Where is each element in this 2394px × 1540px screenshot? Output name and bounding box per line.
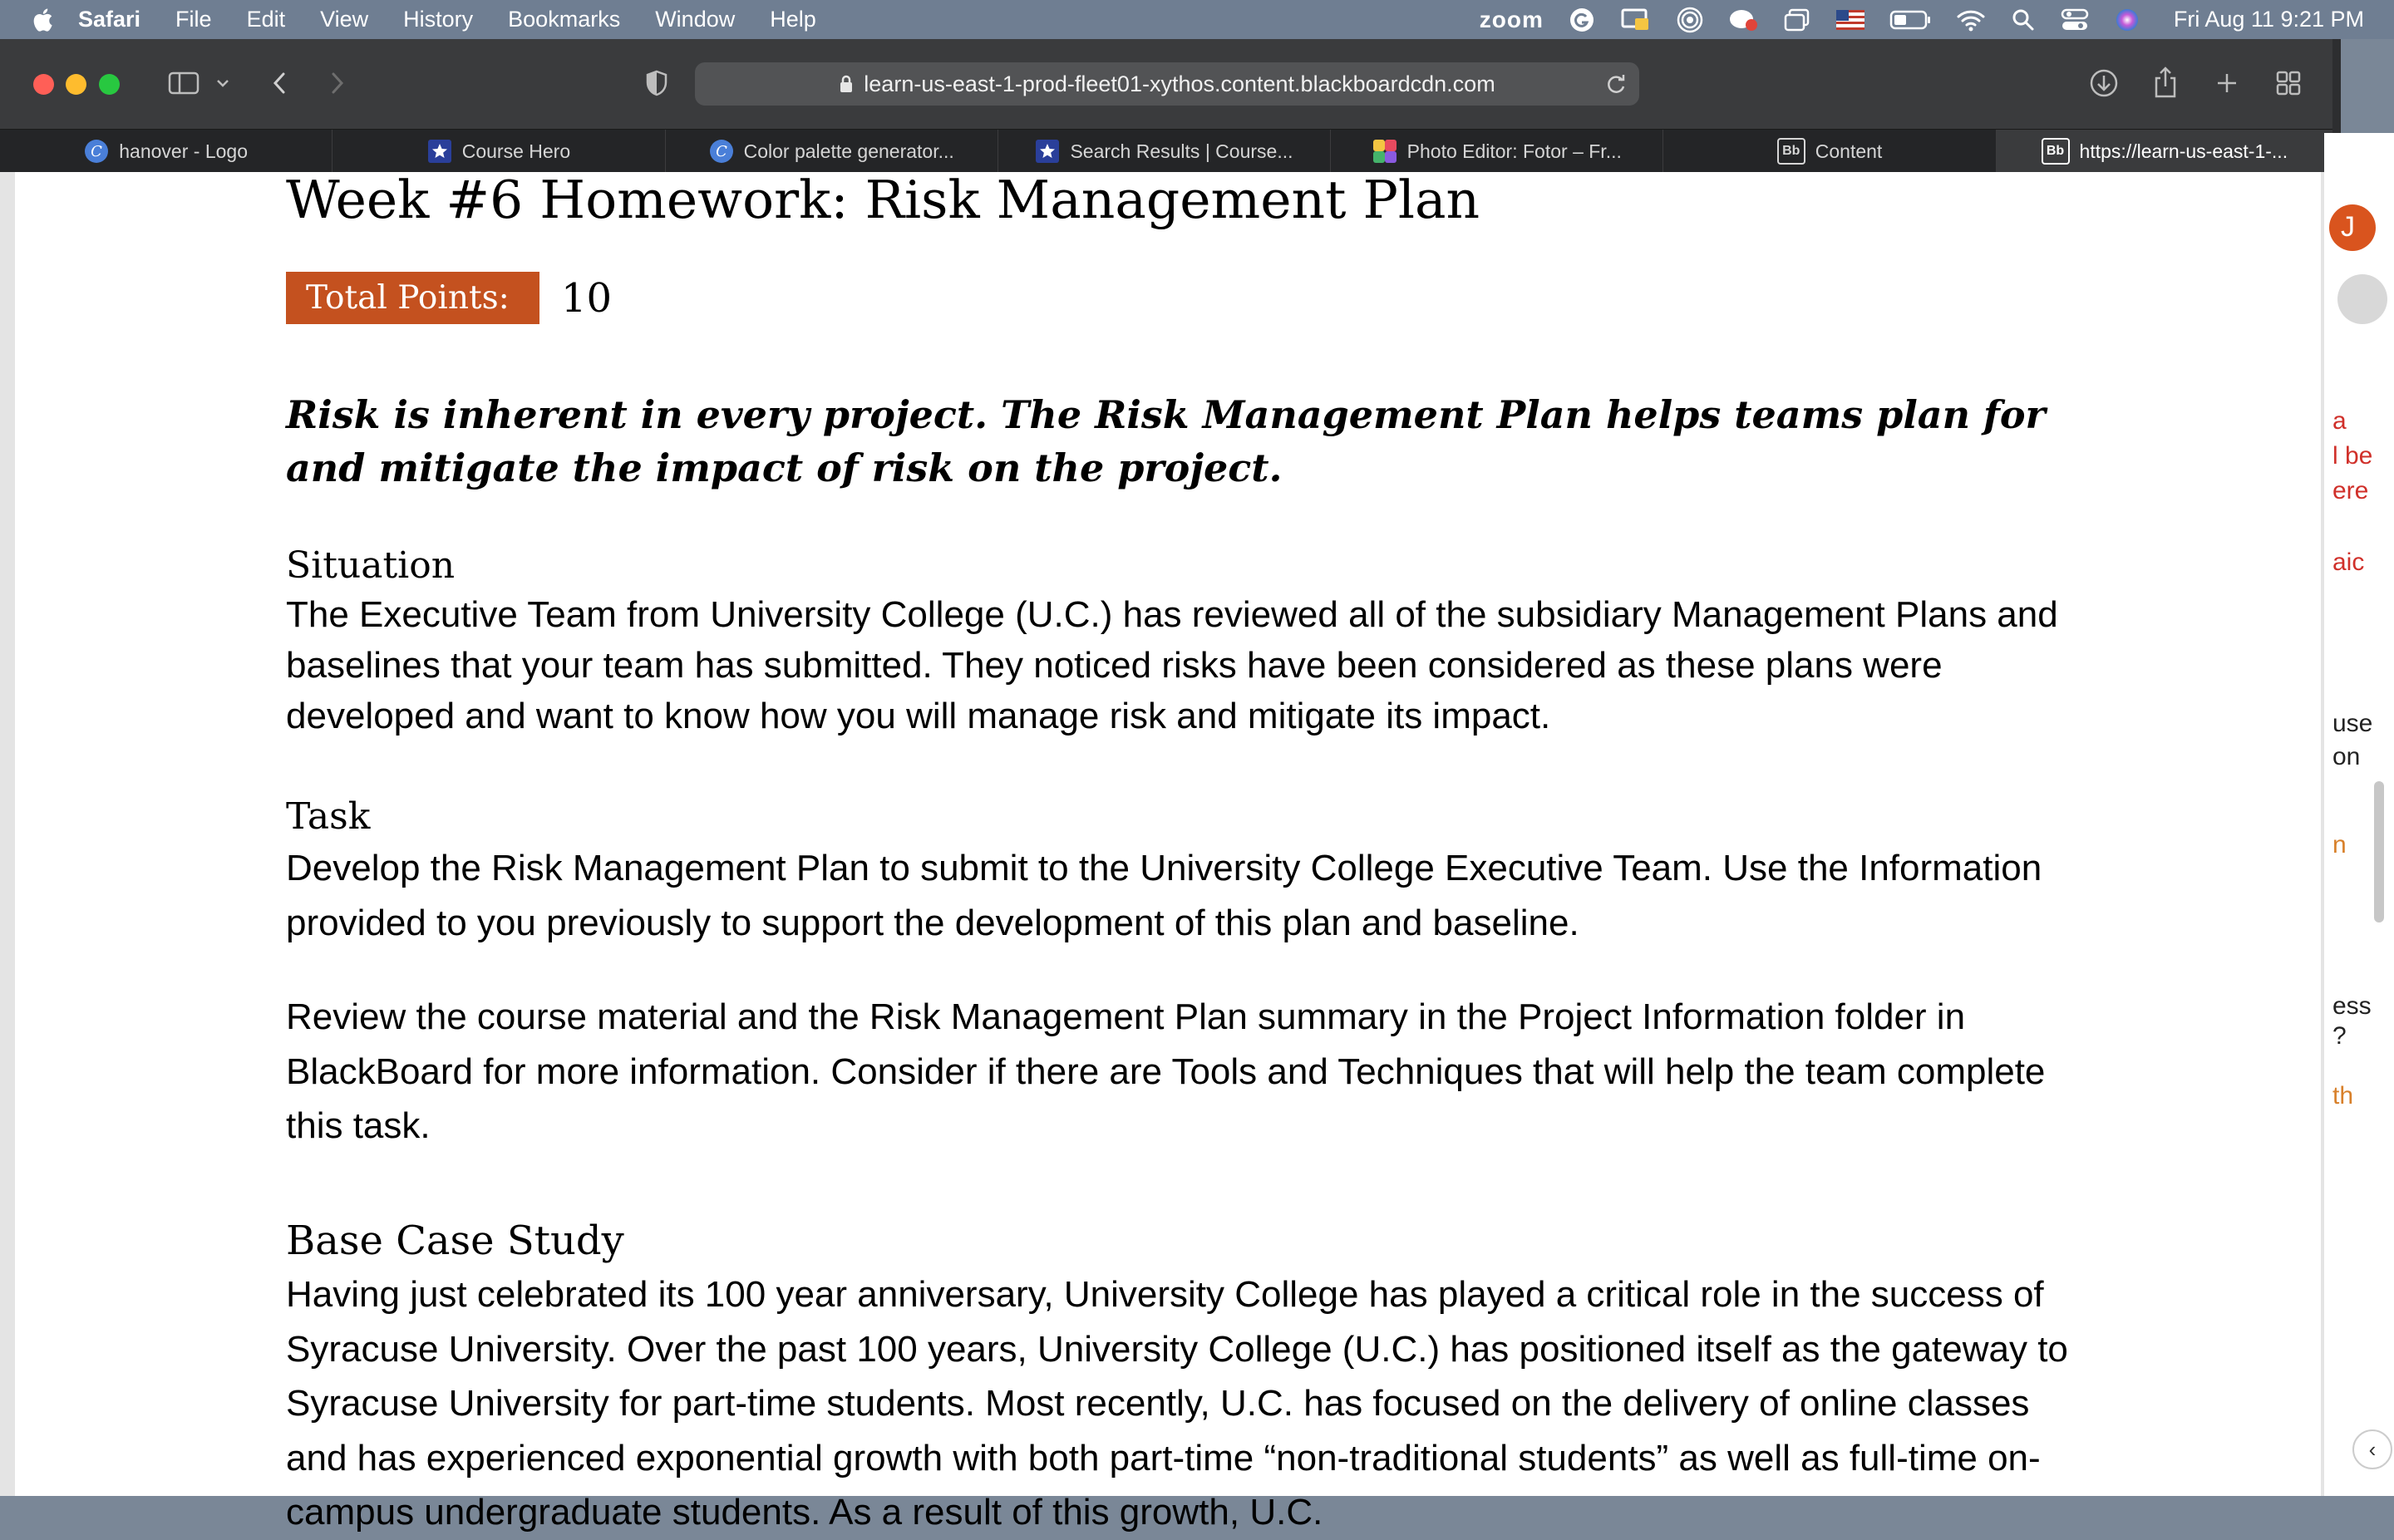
zoom-status-item[interactable]: zoom	[1479, 6, 1544, 32]
wifi-icon[interactable]	[1956, 8, 1986, 32]
blackboard-icon: Bb	[1777, 138, 1805, 165]
tab-active-blackboard-document[interactable]	[1997, 130, 2332, 173]
control-center-icon[interactable]	[2061, 7, 2089, 32]
comment-fragment: use	[2332, 710, 2373, 737]
tab-label: hanover - Logo	[119, 140, 248, 162]
comment-fragment: on	[2332, 743, 2361, 770]
tab-label: https://learn-us-east-1-...	[2079, 140, 2288, 162]
total-points-label: Total Points:	[286, 272, 539, 324]
address-url[interactable]: learn-us-east-1-prod-fleet01-xythos.content.blackboardcdn.com	[864, 71, 1495, 96]
document-page	[15, 170, 2321, 1533]
comment-fragment: ere	[2332, 477, 2369, 504]
fullscreen-window-button[interactable]	[99, 74, 120, 95]
fotor-icon	[1372, 139, 1397, 164]
menu-history[interactable]: History	[403, 7, 474, 32]
comment-fragment: ess	[2332, 992, 2372, 1020]
task-heading: Task	[286, 795, 371, 838]
tab-label: Course Hero	[461, 140, 571, 162]
siri-icon[interactable]	[2114, 7, 2140, 33]
canva-icon	[84, 139, 109, 164]
menu-window[interactable]: Window	[655, 7, 736, 32]
tab-hanover-logo[interactable]	[0, 130, 332, 173]
tab-group-chevron-down-icon[interactable]	[213, 62, 233, 104]
spotlight-search-icon[interactable]	[2011, 7, 2036, 32]
tab-label: Content	[1815, 140, 1883, 162]
tab-bar	[0, 129, 2332, 173]
tab-content[interactable]	[1663, 130, 1996, 173]
grey-circle-button[interactable]	[2337, 274, 2387, 324]
tab-color-palette-generator[interactable]	[666, 130, 998, 173]
app-menu-safari[interactable]: Safari	[78, 7, 141, 32]
comment-fragment: aic	[2332, 549, 2365, 576]
collapse-panel-button[interactable]: ‹	[2352, 1429, 2392, 1469]
svg-text:C: C	[91, 143, 103, 160]
apple-menu-icon[interactable]	[30, 6, 58, 34]
intro-statement: Risk is inherent in every project. The Risk Management Plan helps teams plan for and mitigate the impact of risk on the project.	[286, 392, 2046, 490]
course-hero-icon	[427, 139, 452, 164]
share-icon[interactable]	[2145, 62, 2186, 104]
new-tab-plus-icon[interactable]	[2206, 62, 2248, 104]
blackboard-icon: Bb	[2042, 138, 2070, 165]
menu-help[interactable]: Help	[770, 7, 816, 32]
screen-share-icon[interactable]	[1620, 7, 1652, 33]
comment-fragment: ?	[2332, 1022, 2347, 1050]
course-hero-icon	[1035, 139, 1060, 164]
menubar-clock[interactable]: Fri Aug 11 9:21 PM	[2173, 7, 2364, 32]
tab-course-hero[interactable]	[332, 130, 665, 173]
forward-chevron-icon[interactable]	[321, 62, 354, 104]
situation-heading: Situation	[286, 544, 456, 587]
task-paragraph-1: Develop the Risk Management Plan to submit to the University College Executive Team. Use the Information provided to you previously to support the development of this plan and baseline.	[286, 848, 2042, 943]
address-bar[interactable]	[695, 62, 1639, 106]
case-study-heading: Base Case Study	[286, 1218, 624, 1264]
tab-label: Color palette generator...	[743, 140, 954, 162]
airdrop-icon[interactable]	[1677, 7, 1703, 33]
avatar-initial: J	[2341, 211, 2355, 243]
menu-view[interactable]: View	[320, 7, 369, 32]
privacy-shield-icon[interactable]	[640, 62, 673, 104]
situation-paragraph: The Executive Team from University College (U.C.) has reviewed all of the subsidiary Management Plans and baselines that your team has submitted. They noticed risks have been considered as these plans were developed and want to know how you will manage risk and mitigate its impact.	[286, 594, 2058, 736]
task-paragraph-2: Review the course material and the Risk Management Plan summary in the Project Information folder in BlackBoard for more information. Consider if there are Tools and Techniques that will help the team complete this task.	[286, 996, 2046, 1146]
page-viewport[interactable]	[0, 170, 2332, 1533]
reload-icon[interactable]	[1604, 71, 1628, 102]
menu-edit[interactable]: Edit	[246, 7, 286, 32]
sidebar-toggle-icon[interactable]	[163, 62, 204, 104]
menu-bookmarks[interactable]: Bookmarks	[508, 7, 621, 32]
tab-label: Photo Editor: Fotor – Fr...	[1406, 140, 1622, 162]
comment-fragment: l be	[2332, 442, 2373, 470]
scrollbar-thumb[interactable]	[2374, 781, 2384, 923]
comment-fragment: n	[2332, 831, 2347, 859]
battery-icon[interactable]	[1889, 9, 1931, 31]
messages-icon[interactable]	[1728, 7, 1758, 33]
canva-icon	[709, 139, 734, 164]
total-points	[286, 272, 612, 324]
total-points-value: 10	[561, 274, 613, 322]
macos-menu-bar	[0, 0, 2394, 39]
tab-photo-editor-fotor[interactable]	[1331, 130, 1663, 173]
comment-fragment: th	[2332, 1082, 2354, 1109]
back-chevron-icon[interactable]	[263, 62, 296, 104]
tab-overview-icon[interactable]	[2268, 62, 2309, 104]
minimize-window-button[interactable]	[66, 74, 86, 95]
svg-text:C: C	[715, 143, 727, 160]
browser-toolbar	[0, 39, 2332, 129]
close-window-button[interactable]	[33, 74, 54, 95]
tab-search-results[interactable]	[998, 130, 1331, 173]
downloads-icon[interactable]	[2083, 62, 2125, 104]
grammarly-icon[interactable]	[1569, 7, 1595, 33]
us-flag-icon[interactable]	[1836, 10, 1864, 30]
comment-fragment: a	[2332, 407, 2347, 435]
lock-icon	[839, 74, 854, 94]
menu-file[interactable]: File	[175, 7, 212, 32]
page-title: Week #6 Homework: Risk Management Plan	[286, 170, 1480, 230]
safari-window	[0, 39, 2332, 1533]
window-stack-icon[interactable]	[1783, 7, 1811, 32]
tab-label: Search Results | Course...	[1070, 140, 1293, 162]
case-study-paragraph: Having just celebrated its 100 year anniversary, University College has played a critical role in the success of Syracuse University. Over the past 100 years, University College (U.C.) has positioned itself as the gateway to Syracuse University for part-time students. Most recently, U.C. has focused on the delivery of online classes and has experienced exponential growth with both part-time “non-traditional students” as well as full-time on-campus undergraduate students. As a result of this growth, U.C.	[286, 1274, 2068, 1533]
